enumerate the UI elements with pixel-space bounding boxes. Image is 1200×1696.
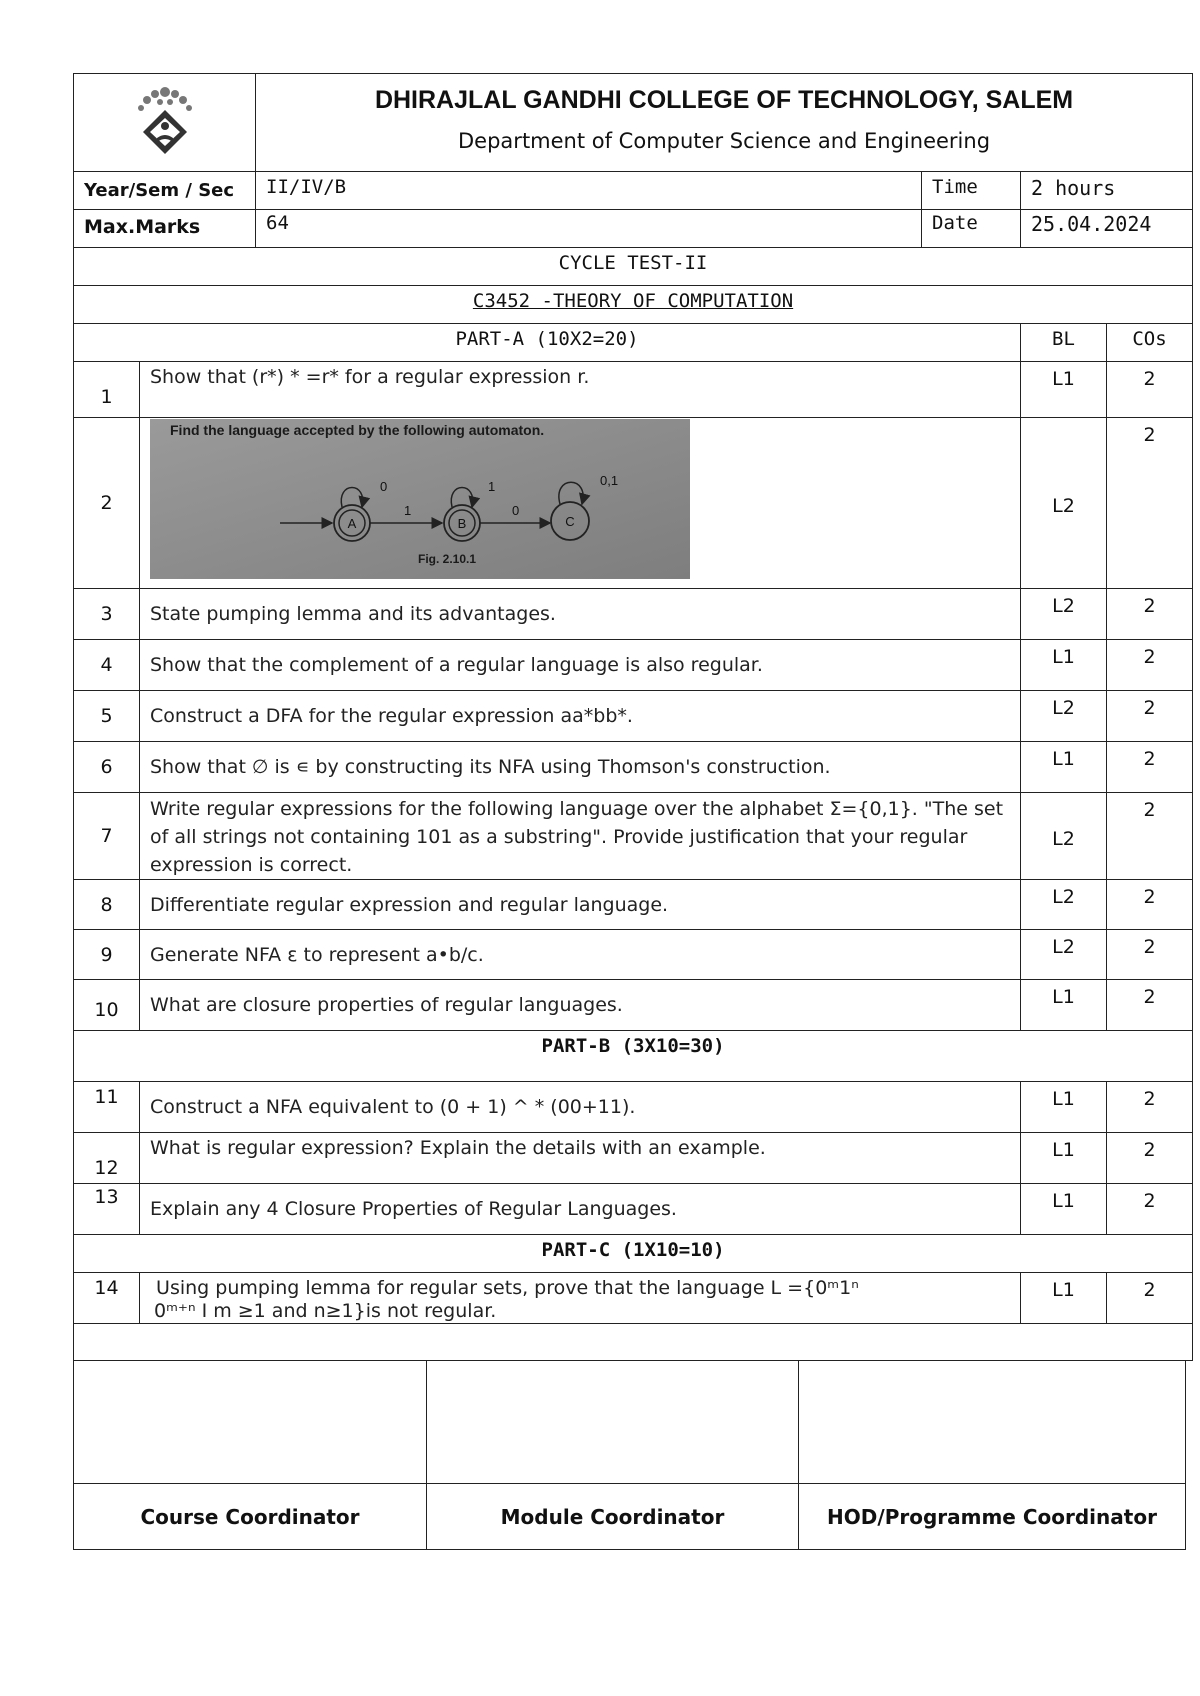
question-bl: L1 <box>1021 640 1107 691</box>
question-text: Construct a DFA for the regular expression aa*bb*. <box>140 691 1021 742</box>
module-coordinator-label: Module Coordinator <box>427 1484 799 1550</box>
question-bl: L2 <box>1021 880 1107 930</box>
question-text: Show that the complement of a regular language is also regular. <box>140 640 1021 691</box>
question-text: What are closure properties of regular languages. <box>140 980 1021 1031</box>
automaton-figure <box>150 419 690 579</box>
question-text: Explain any 4 Closure Properties of Regular Languages. <box>140 1184 1021 1235</box>
hod-signature-space <box>799 1361 1186 1484</box>
question-bl: L1 <box>1021 1273 1107 1324</box>
question-bl: L1 <box>1021 980 1107 1031</box>
question-number: 8 <box>74 880 140 930</box>
question-bl: L2 <box>1021 930 1107 980</box>
max-marks-label: Max.Marks <box>74 210 256 248</box>
question-paper <box>73 73 1185 1550</box>
question-row <box>74 930 1193 980</box>
question-number: 1 <box>74 362 140 418</box>
loop-c-label: 0,1 <box>600 473 619 488</box>
question-number: 9 <box>74 930 140 980</box>
question-row <box>74 1184 1193 1235</box>
college-logo-cell <box>74 74 256 172</box>
year-sem-label: Year/Sem / Sec <box>74 172 256 210</box>
question-co: 2 <box>1107 1133 1193 1184</box>
bl-header: BL <box>1021 324 1107 362</box>
question-bl: L2 <box>1021 418 1107 589</box>
question-bl: L2 <box>1021 793 1107 880</box>
question-number: 5 <box>74 691 140 742</box>
question-number: 2 <box>74 418 140 589</box>
question-number: 10 <box>74 980 140 1031</box>
spacer-row <box>74 1324 1193 1361</box>
co-header: COs <box>1107 324 1193 362</box>
signature-table <box>73 1360 1186 1550</box>
question-bl: L1 <box>1021 1184 1107 1235</box>
figure-caption-top: Find the language accepted by the following automaton. <box>170 422 545 438</box>
question-bl: L1 <box>1021 362 1107 418</box>
question-row <box>74 1133 1193 1184</box>
state-a-label: A <box>347 516 357 531</box>
question-text-cell <box>140 1273 1021 1324</box>
question-row <box>74 793 1193 880</box>
question-row <box>74 589 1193 640</box>
question-row <box>74 980 1193 1031</box>
date-value: 25.04.2024 <box>1021 210 1193 248</box>
question-text: Show that (r*) * =r* for a regular expression r. <box>140 362 1021 418</box>
module-signature-space <box>427 1361 799 1484</box>
question-co: 2 <box>1107 1273 1193 1324</box>
question-row <box>74 742 1193 793</box>
question-row <box>74 1082 1193 1133</box>
question-row <box>74 691 1193 742</box>
question-co: 2 <box>1107 691 1193 742</box>
header-text-cell <box>256 74 1193 172</box>
question-number: 14 <box>74 1273 140 1324</box>
question-row <box>74 1273 1193 1324</box>
paper-table <box>73 73 1193 1361</box>
question-co: 2 <box>1107 880 1193 930</box>
question-bl: L1 <box>1021 742 1107 793</box>
part-c-heading: PART-C (1X10=10) <box>74 1235 1193 1273</box>
question-number: 12 <box>74 1133 140 1184</box>
edge-bc-label: 0 <box>512 503 520 518</box>
question-bl: L2 <box>1021 589 1107 640</box>
question-text: Generate NFA ε to represent a•b/c. <box>140 930 1021 980</box>
question-text-line-1: Using pumping lemma for regular sets, prove that the language L ={0ᵐ1ⁿ <box>150 1277 859 1299</box>
question-bl: L1 <box>1021 1082 1107 1133</box>
college-name: DHIRAJLAL GANDHI COLLEGE OF TECHNOLOGY, SALEM <box>374 86 1074 114</box>
question-row <box>74 362 1193 418</box>
question-co: 2 <box>1107 793 1193 880</box>
course-title-text: C3452 -THEORY OF COMPUTATION <box>472 290 794 312</box>
question-row <box>74 640 1193 691</box>
question-text: Differentiate regular expression and regular language. <box>140 880 1021 930</box>
question-co: 2 <box>1107 589 1193 640</box>
question-co: 2 <box>1107 980 1193 1031</box>
question-co: 2 <box>1107 418 1193 589</box>
college-logo-icon <box>125 80 205 160</box>
question-row <box>74 880 1193 930</box>
question-number: 7 <box>74 793 140 880</box>
question-bl: L2 <box>1021 691 1107 742</box>
automaton-diagram <box>150 419 690 579</box>
question-co: 2 <box>1107 1184 1193 1235</box>
year-sem-value: II/IV/B <box>256 172 922 210</box>
question-number: 13 <box>74 1184 140 1235</box>
course-title <box>74 286 1193 324</box>
question-co: 2 <box>1107 742 1193 793</box>
time-label: Time <box>922 172 1021 210</box>
question-figure-cell <box>140 418 1021 589</box>
part-b-heading: PART-B (3X10=30) <box>74 1031 1193 1082</box>
date-label: Date <box>922 210 1021 248</box>
department-name: Department of Computer Science and Engineering <box>458 129 991 153</box>
question-number: 4 <box>74 640 140 691</box>
loop-a-label: 0 <box>380 479 388 494</box>
question-text-line-2: 0ᵐ⁺ⁿ I m ≥1 and n≥1}is not regular. <box>154 1300 497 1322</box>
question-text: What is regular expression? Explain the details with an example. <box>140 1133 1021 1184</box>
question-number: 3 <box>74 589 140 640</box>
question-co: 2 <box>1107 930 1193 980</box>
question-bl: L1 <box>1021 1133 1107 1184</box>
question-co: 2 <box>1107 1082 1193 1133</box>
question-number: 11 <box>74 1082 140 1133</box>
course-coordinator-label: Course Coordinator <box>74 1484 427 1550</box>
loop-b-label: 1 <box>488 479 496 494</box>
test-title: CYCLE TEST-II <box>74 248 1193 286</box>
question-row <box>74 418 1193 589</box>
time-value: 2 hours <box>1021 172 1193 210</box>
edge-ab-label: 1 <box>404 503 412 518</box>
question-text: Construct a NFA equivalent to (0 + 1) ^ * (00+11). <box>140 1082 1021 1133</box>
max-marks-value: 64 <box>256 210 922 248</box>
course-signature-space <box>74 1361 427 1484</box>
question-co: 2 <box>1107 362 1193 418</box>
question-text: State pumping lemma and its advantages. <box>140 589 1021 640</box>
part-a-heading: PART-A (10X2=20) <box>74 324 1021 362</box>
question-number: 6 <box>74 742 140 793</box>
figure-caption-bottom: Fig. 2.10.1 <box>418 552 477 566</box>
state-b-label: B <box>457 516 467 531</box>
question-text: Show that ∅ is ∊ by constructing its NFA using Thomson's construction. <box>140 742 1021 793</box>
state-c-label: C <box>565 514 575 529</box>
hod-coordinator-label: HOD/Programme Coordinator <box>799 1484 1186 1550</box>
question-text: Write regular expressions for the following language over the alphabet Σ={0,1}. "The set of all strings not containing 101 as a substring". Provide justification that your regular expression is correct. <box>140 793 1021 880</box>
question-co: 2 <box>1107 640 1193 691</box>
